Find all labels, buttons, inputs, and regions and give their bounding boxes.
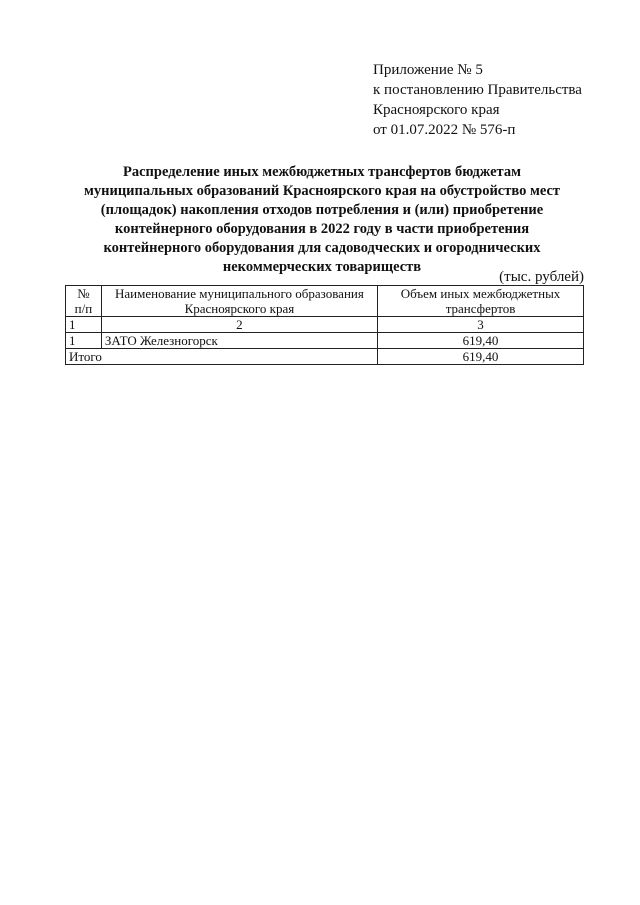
title-line: муниципальных образований Красноярского края на обустройство мест	[83, 183, 561, 199]
appendix-resolution: к постановлению Правительства	[373, 82, 582, 98]
header-name	[101, 286, 377, 317]
title-line: контейнерного оборудования в 2022 году в части приобретения	[114, 221, 530, 237]
appendix-header	[373, 60, 582, 140]
units-label: (тыс. рублей)	[499, 269, 584, 285]
title-line: контейнерного оборудования для садоводческих и огороднических	[103, 240, 541, 256]
row-amount: 619,40	[378, 333, 584, 349]
header-number-line2: п/п	[74, 301, 93, 316]
row-municipality: ЗАТО Железногорск	[101, 333, 377, 349]
table-index-row	[66, 317, 584, 333]
index-cell: 1	[66, 317, 102, 333]
header-name-line1: Наименование муниципального образования	[115, 286, 364, 301]
row-number: 1	[66, 333, 102, 349]
header-amount-line2: трансфертов	[445, 301, 516, 316]
table-header-row	[66, 286, 584, 317]
header-amount	[378, 286, 584, 317]
header-amount-line1: Объем иных межбюджетных	[400, 286, 561, 301]
total-label: Итого	[66, 349, 378, 365]
document-title	[60, 163, 584, 277]
appendix-region: Красноярского края	[373, 102, 500, 118]
header-number-line1: №	[77, 286, 90, 301]
index-cell: 2	[101, 317, 377, 333]
total-amount: 619,40	[378, 349, 584, 365]
title-line: Распределение иных межбюджетных трансфертов бюджетам	[123, 164, 521, 180]
header-name-line2: Красноярского края	[184, 301, 295, 316]
header-number	[66, 286, 102, 317]
appendix-date: от 01.07.2022 № 576-п	[373, 122, 516, 138]
table-row	[66, 333, 584, 349]
index-cell: 3	[378, 317, 584, 333]
distribution-table	[65, 285, 584, 365]
title-line: (площадок) накопления отходов потребления и (или) приобретение	[100, 202, 544, 218]
table-total-row	[66, 349, 584, 365]
title-line: некоммерческих товариществ	[222, 259, 422, 275]
appendix-number: Приложение № 5	[373, 62, 483, 78]
